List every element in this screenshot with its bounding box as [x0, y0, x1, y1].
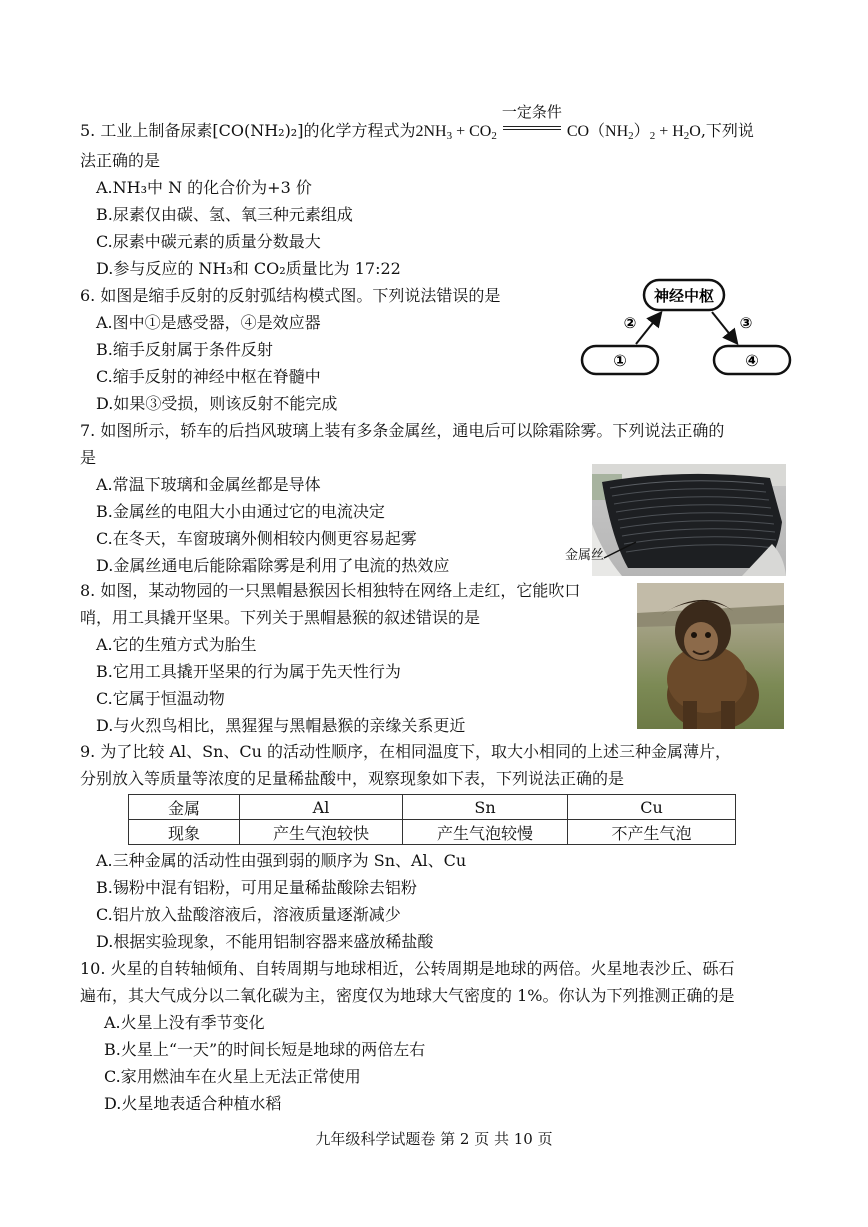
q9-option-c: C.铝片放入盐酸溶液后，溶液质量逐渐减少 [96, 905, 401, 924]
q10-option-a: A.火星上没有季节变化 [104, 1013, 265, 1032]
q10-stem-line2: 遍布，其大气成分以二氧化碳为主，密度仅为地球大气密度的 1%。你认为下列推测正确的是 [80, 986, 735, 1005]
q9-observation-table [128, 794, 736, 845]
q7-option-d: D.金属丝通电后能除霜除雾是利用了电流的热效应 [96, 556, 450, 575]
q9-stem-line2: 分别放入等质量等浓度的足量稀盐酸中，观察现象如下表，下列说法正确的是 [80, 769, 625, 788]
q5-reaction-arrow [501, 105, 563, 138]
q5-stem-line2: 法正确的是 [80, 151, 161, 170]
q10-stem-line1: 10. 火星的自转轴倾角、自转周期与地球相近，公转周期是地球的两倍。火星地表沙丘、砾石 [80, 959, 735, 978]
q6-option-d: D.如果③受损，则该反射不能完成 [96, 394, 338, 413]
q8-stem-line1: 8. 如图，某动物园的一只黑帽悬猴因长相独特在网络上走红，它能吹口 [80, 581, 581, 600]
table-cell: 不产生气泡 [568, 820, 736, 845]
car-rear-window-photo [592, 464, 786, 576]
q5-option-b: B.尿素仅由碳、氢、氧三种元素组成 [96, 205, 353, 224]
q7-option-b: B.金属丝的电阻大小由通过它的电流决定 [96, 502, 385, 521]
q10-option-c: C.家用燃油车在火星上无法正常使用 [104, 1067, 361, 1086]
q8-option-d: D.与火烈鸟相比，黑猩猩与黑帽悬猴的亲缘关系更近 [96, 716, 466, 735]
q7-option-a: A.常温下玻璃和金属丝都是导体 [96, 475, 321, 494]
q6-option-a: A.图中①是感受器，④是效应器 [96, 313, 321, 332]
table-row [129, 820, 736, 845]
q9-option-b: B.锡粉中混有铝粉，可用足量稀盐酸除去铝粉 [96, 878, 417, 897]
table-cell: 产生气泡较快 [240, 820, 403, 845]
afferent-arrow [636, 314, 660, 344]
efferent-arrow [712, 312, 736, 342]
table-header-cell: Sn [403, 795, 568, 820]
q10-option-d: D.火星地表适合种植水稻 [104, 1094, 282, 1113]
q5-condition: 一定条件 [501, 105, 562, 121]
q5-option-c: C.尿素中碳元素的质量分数最大 [96, 232, 321, 251]
q9-option-a: A.三种金属的活动性由强到弱的顺序为 Sn、Al、Cu [96, 851, 467, 870]
q6-option-c: C.缩手反射的神经中枢在脊髓中 [96, 367, 321, 386]
q7-option-c: C.在冬天，车窗玻璃外侧相较内侧更容易起雾 [96, 529, 417, 548]
q7-stem-line1: 7. 如图所示，轿车的后挡风玻璃上装有多条金属丝，通电后可以除霜除雾。下列说法正确的 [80, 421, 725, 440]
efferent-label: ③ [739, 314, 753, 332]
q8-option-c: C.它属于恒温动物 [96, 689, 225, 708]
effector-label: ④ [745, 351, 759, 370]
q8-stem-line2: 哨，用工具撬开坚果。下列关于黑帽悬猴的叙述错误的是 [80, 608, 481, 627]
afferent-label: ② [623, 314, 637, 332]
q6-stem: 6. 如图是缩手反射的反射弧结构模式图。下列说法错误的是 [80, 286, 501, 305]
metal-wire-label: 金属丝 [565, 548, 605, 563]
capuchin-monkey-photo [637, 583, 784, 729]
page-footer: 九年级科学试题卷 第 2 页 共 10 页 [315, 1130, 553, 1148]
receptor-label: ① [613, 351, 627, 370]
q5-stem-pre: 5. 工业上制备尿素[CO(NH₂)₂]的化学方程式为 [80, 121, 416, 140]
table-header-cell: Cu [568, 795, 736, 820]
table-header-cell: Al [240, 795, 403, 820]
q8-option-a: A.它的生殖方式为胎生 [96, 635, 257, 654]
table-cell: 现象 [129, 820, 240, 845]
q5-option-d: D.参与反应的 NH₃和 CO₂质量比为 17:22 [96, 259, 401, 278]
q9-stem-line1: 9. 为了比较 Al、Sn、Cu 的活动性顺序，在相同温度下，取大小相同的上述三种金属薄片， [80, 742, 732, 761]
q9-option-d: D.根据实验现象，不能用铝制容器来盛放稀盐酸 [96, 932, 434, 951]
q7-stem-line2: 是 [80, 448, 97, 467]
table-cell: 产生气泡较慢 [403, 820, 568, 845]
q5-stem-post: ,下列说 [700, 121, 754, 140]
q5-equation: $2NH_3 + CO_2$ 一定条件 $CO(NH_2)_2 + H_2O$ [415, 123, 700, 140]
q6-option-b: B.缩手反射属于条件反射 [96, 340, 273, 359]
reflex-arc-diagram [576, 274, 796, 384]
q8-option-b: B.它用工具撬开坚果的行为属于先天性行为 [96, 662, 401, 681]
q5-option-a: A.NH₃中 N 的化合价为+3 价 [96, 178, 312, 197]
nerve-center-label: 神经中枢 [653, 287, 715, 305]
table-row [129, 795, 736, 820]
q5-stem-line1 [80, 105, 754, 147]
q10-option-b: B.火星上“一天”的时间长短是地球的两倍左右 [104, 1040, 426, 1059]
table-header-cell: 金属 [129, 795, 240, 820]
